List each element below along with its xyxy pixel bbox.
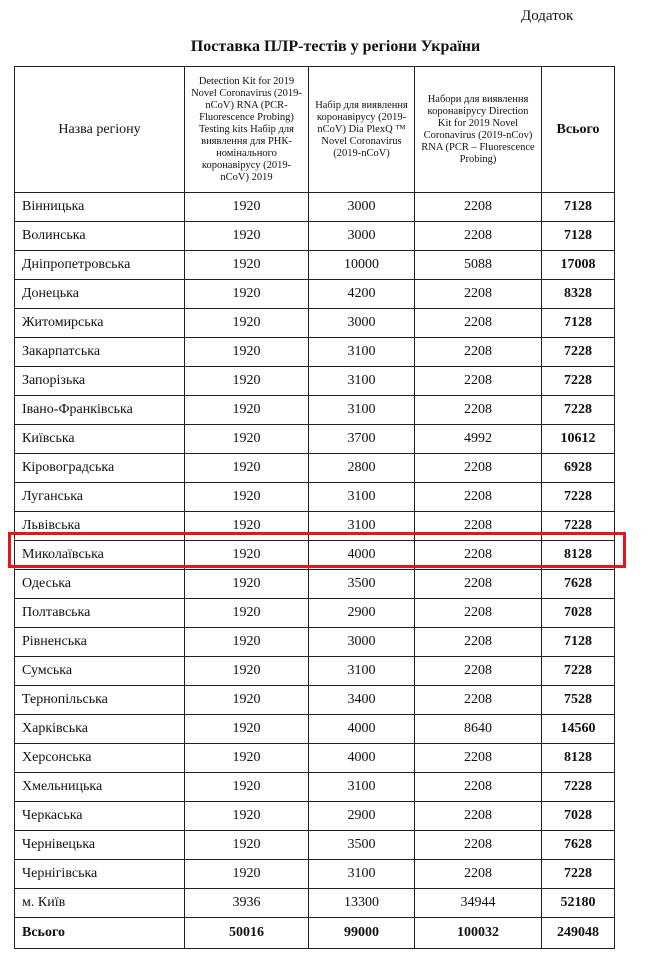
- cell-detection-kit: 1920: [185, 251, 309, 280]
- cell-direction-kit: 2208: [415, 396, 542, 425]
- cell-region: Сумська: [15, 657, 185, 686]
- table-row: [15, 512, 615, 541]
- cell-total: 7528: [542, 686, 615, 715]
- cell-diaplexq-kit: 3000: [309, 193, 415, 222]
- cell-detection-kit: 1920: [185, 483, 309, 512]
- cell-direction-kit: 2208: [415, 686, 542, 715]
- table-row: [15, 773, 615, 802]
- cell-diaplexq-kit: 3500: [309, 570, 415, 599]
- header-total: Всього: [542, 67, 615, 193]
- cell-detection-kit: 1920: [185, 367, 309, 396]
- cell-detection-kit: 1920: [185, 454, 309, 483]
- cell-direction-kit: 2208: [415, 309, 542, 338]
- cell-detection-kit: 1920: [185, 628, 309, 657]
- cell-region: Донецька: [15, 280, 185, 309]
- cell-direction-kit: 2208: [415, 802, 542, 831]
- cell-region: Львівська: [15, 512, 185, 541]
- table-row: [15, 425, 615, 454]
- cell-region: Запорізька: [15, 367, 185, 396]
- cell-detection-kit: 1920: [185, 744, 309, 773]
- cell-region: Херсонська: [15, 744, 185, 773]
- cell-detection-kit: 1920: [185, 802, 309, 831]
- cell-direction-kit: 2208: [415, 367, 542, 396]
- cell-direction-kit: 34944: [415, 889, 542, 918]
- cell-total: 7228: [542, 657, 615, 686]
- table-row: [15, 483, 615, 512]
- header-diaplexq-kit: Набір для виявлення коронавірусу (2019-nCoV) Dia PlexQ ™ Novel Coronavirus (2019-nCoV): [309, 67, 415, 193]
- cell-direction-kit: 5088: [415, 251, 542, 280]
- cell-total: 8128: [542, 744, 615, 773]
- cell-region: Хмельницька: [15, 773, 185, 802]
- cell-diaplexq-kit: 3100: [309, 483, 415, 512]
- cell-direction-kit: 2208: [415, 280, 542, 309]
- table-row: [15, 454, 615, 483]
- table-row: [15, 715, 615, 744]
- table-row: [15, 280, 615, 309]
- cell-diaplexq-kit: 3100: [309, 773, 415, 802]
- cell-detection-kit: 1920: [185, 338, 309, 367]
- cell-region: Дніпропетровська: [15, 251, 185, 280]
- cell-total: 52180: [542, 889, 615, 918]
- table-row: [15, 222, 615, 251]
- cell-diaplexq-kit: 3100: [309, 657, 415, 686]
- totals-direction-kit: 100032: [415, 918, 542, 949]
- table-row: [15, 889, 615, 918]
- cell-region: Івано-Франківська: [15, 396, 185, 425]
- cell-direction-kit: 2208: [415, 541, 542, 570]
- cell-total: 7228: [542, 338, 615, 367]
- table-row: [15, 338, 615, 367]
- cell-region: м. Київ: [15, 889, 185, 918]
- cell-diaplexq-kit: 2900: [309, 802, 415, 831]
- cell-diaplexq-kit: 4000: [309, 715, 415, 744]
- cell-detection-kit: 1920: [185, 512, 309, 541]
- cell-direction-kit: 2208: [415, 454, 542, 483]
- cell-direction-kit: 2208: [415, 773, 542, 802]
- table-row: [15, 802, 615, 831]
- cell-region: Луганська: [15, 483, 185, 512]
- cell-diaplexq-kit: 3100: [309, 338, 415, 367]
- cell-direction-kit: 2208: [415, 860, 542, 889]
- totals-label: Всього: [15, 918, 185, 949]
- cell-direction-kit: 4992: [415, 425, 542, 454]
- table-row: [15, 860, 615, 889]
- cell-diaplexq-kit: 4000: [309, 541, 415, 570]
- cell-region: Одеська: [15, 570, 185, 599]
- cell-region: Харківська: [15, 715, 185, 744]
- table-row: [15, 541, 615, 570]
- cell-diaplexq-kit: 2900: [309, 599, 415, 628]
- cell-diaplexq-kit: 3000: [309, 628, 415, 657]
- cell-total: 7128: [542, 309, 615, 338]
- header-detection-kit: Detection Kit for 2019 Novel Coronavirus (2019-nCoV) RNA (PCR-Fluorescence Probing) Testing kits Набір для виявлення для РНК-номінального коронавірусу (2019-nCoV) 2019: [185, 67, 309, 193]
- cell-total: 7128: [542, 193, 615, 222]
- cell-diaplexq-kit: 3100: [309, 367, 415, 396]
- cell-detection-kit: 1920: [185, 396, 309, 425]
- cell-total: 7028: [542, 802, 615, 831]
- cell-direction-kit: 2208: [415, 570, 542, 599]
- supply-table: [14, 66, 615, 949]
- cell-diaplexq-kit: 13300: [309, 889, 415, 918]
- cell-total: 7228: [542, 860, 615, 889]
- cell-detection-kit: 1920: [185, 773, 309, 802]
- cell-total: 7128: [542, 222, 615, 251]
- totals-detection-kit: 50016: [185, 918, 309, 949]
- cell-direction-kit: 2208: [415, 831, 542, 860]
- cell-direction-kit: 2208: [415, 744, 542, 773]
- cell-detection-kit: 1920: [185, 831, 309, 860]
- table-row: [15, 686, 615, 715]
- cell-diaplexq-kit: 4200: [309, 280, 415, 309]
- table-row: [15, 396, 615, 425]
- cell-total: 6928: [542, 454, 615, 483]
- cell-region: Кіровоградська: [15, 454, 185, 483]
- cell-detection-kit: 1920: [185, 193, 309, 222]
- cell-total: 7228: [542, 483, 615, 512]
- cell-region: Рівненська: [15, 628, 185, 657]
- cell-region: Миколаївська: [15, 541, 185, 570]
- cell-detection-kit: 1920: [185, 309, 309, 338]
- cell-diaplexq-kit: 2800: [309, 454, 415, 483]
- cell-region: Тернопільська: [15, 686, 185, 715]
- cell-direction-kit: 2208: [415, 193, 542, 222]
- cell-total: 7628: [542, 831, 615, 860]
- cell-direction-kit: 2208: [415, 338, 542, 367]
- table-row: [15, 628, 615, 657]
- cell-diaplexq-kit: 3000: [309, 309, 415, 338]
- cell-region: Київська: [15, 425, 185, 454]
- header-direction-kit: Набори для виявлення коронавірусу Direction Kit for 2019 Novel Coronavirus (2019-nCov) RNA (PCR – Fluorescence Probing): [415, 67, 542, 193]
- cell-diaplexq-kit: 3100: [309, 512, 415, 541]
- table-row: [15, 570, 615, 599]
- cell-total: 10612: [542, 425, 615, 454]
- cell-total: 7228: [542, 512, 615, 541]
- document-title: Поставка ПЛР-тестів у регіони України: [190, 38, 481, 55]
- cell-detection-kit: 1920: [185, 425, 309, 454]
- table-row: [15, 744, 615, 773]
- cell-region: Черкаська: [15, 802, 185, 831]
- cell-total: 7228: [542, 773, 615, 802]
- cell-diaplexq-kit: 10000: [309, 251, 415, 280]
- cell-direction-kit: 8640: [415, 715, 542, 744]
- cell-total: 14560: [542, 715, 615, 744]
- cell-diaplexq-kit: 3700: [309, 425, 415, 454]
- cell-total: 7028: [542, 599, 615, 628]
- totals-row: [15, 918, 615, 949]
- cell-diaplexq-kit: 3500: [309, 831, 415, 860]
- cell-total: 8328: [542, 280, 615, 309]
- cell-diaplexq-kit: 3100: [309, 396, 415, 425]
- table-row: [15, 831, 615, 860]
- totals-grand-total: 249048: [542, 918, 615, 949]
- table-row: [15, 193, 615, 222]
- cell-direction-kit: 2208: [415, 657, 542, 686]
- table-row: [15, 309, 615, 338]
- cell-detection-kit: 1920: [185, 599, 309, 628]
- cell-total: 7628: [542, 570, 615, 599]
- cell-region: Чернігівська: [15, 860, 185, 889]
- cell-direction-kit: 2208: [415, 628, 542, 657]
- cell-diaplexq-kit: 3400: [309, 686, 415, 715]
- cell-direction-kit: 2208: [415, 483, 542, 512]
- cell-detection-kit: 3936: [185, 889, 309, 918]
- table-row: [15, 657, 615, 686]
- header-region: Назва регіону: [15, 67, 185, 193]
- cell-total: 17008: [542, 251, 615, 280]
- cell-region: Вінницька: [15, 193, 185, 222]
- header-row: [15, 67, 615, 193]
- cell-detection-kit: 1920: [185, 222, 309, 251]
- cell-region: Полтавська: [15, 599, 185, 628]
- totals-diaplexq-kit: 99000: [309, 918, 415, 949]
- cell-detection-kit: 1920: [185, 860, 309, 889]
- table-row: [15, 599, 615, 628]
- table-body: [15, 193, 615, 918]
- cell-total: 7128: [542, 628, 615, 657]
- cell-detection-kit: 1920: [185, 541, 309, 570]
- cell-detection-kit: 1920: [185, 570, 309, 599]
- cell-direction-kit: 2208: [415, 512, 542, 541]
- cell-diaplexq-kit: 3100: [309, 860, 415, 889]
- cell-detection-kit: 1920: [185, 280, 309, 309]
- cell-detection-kit: 1920: [185, 715, 309, 744]
- cell-total: 7228: [542, 396, 615, 425]
- cell-direction-kit: 2208: [415, 599, 542, 628]
- cell-region: Житомирська: [15, 309, 185, 338]
- cell-direction-kit: 2208: [415, 222, 542, 251]
- cell-diaplexq-kit: 4000: [309, 744, 415, 773]
- cell-region: Чернівецька: [15, 831, 185, 860]
- cell-total: 8128: [542, 541, 615, 570]
- cell-detection-kit: 1920: [185, 686, 309, 715]
- table-row: [15, 367, 615, 396]
- cell-diaplexq-kit: 3000: [309, 222, 415, 251]
- cell-region: Закарпатська: [15, 338, 185, 367]
- appendix-label: Додаток: [521, 8, 574, 24]
- cell-detection-kit: 1920: [185, 657, 309, 686]
- cell-total: 7228: [542, 367, 615, 396]
- cell-region: Волинська: [15, 222, 185, 251]
- table-row: [15, 251, 615, 280]
